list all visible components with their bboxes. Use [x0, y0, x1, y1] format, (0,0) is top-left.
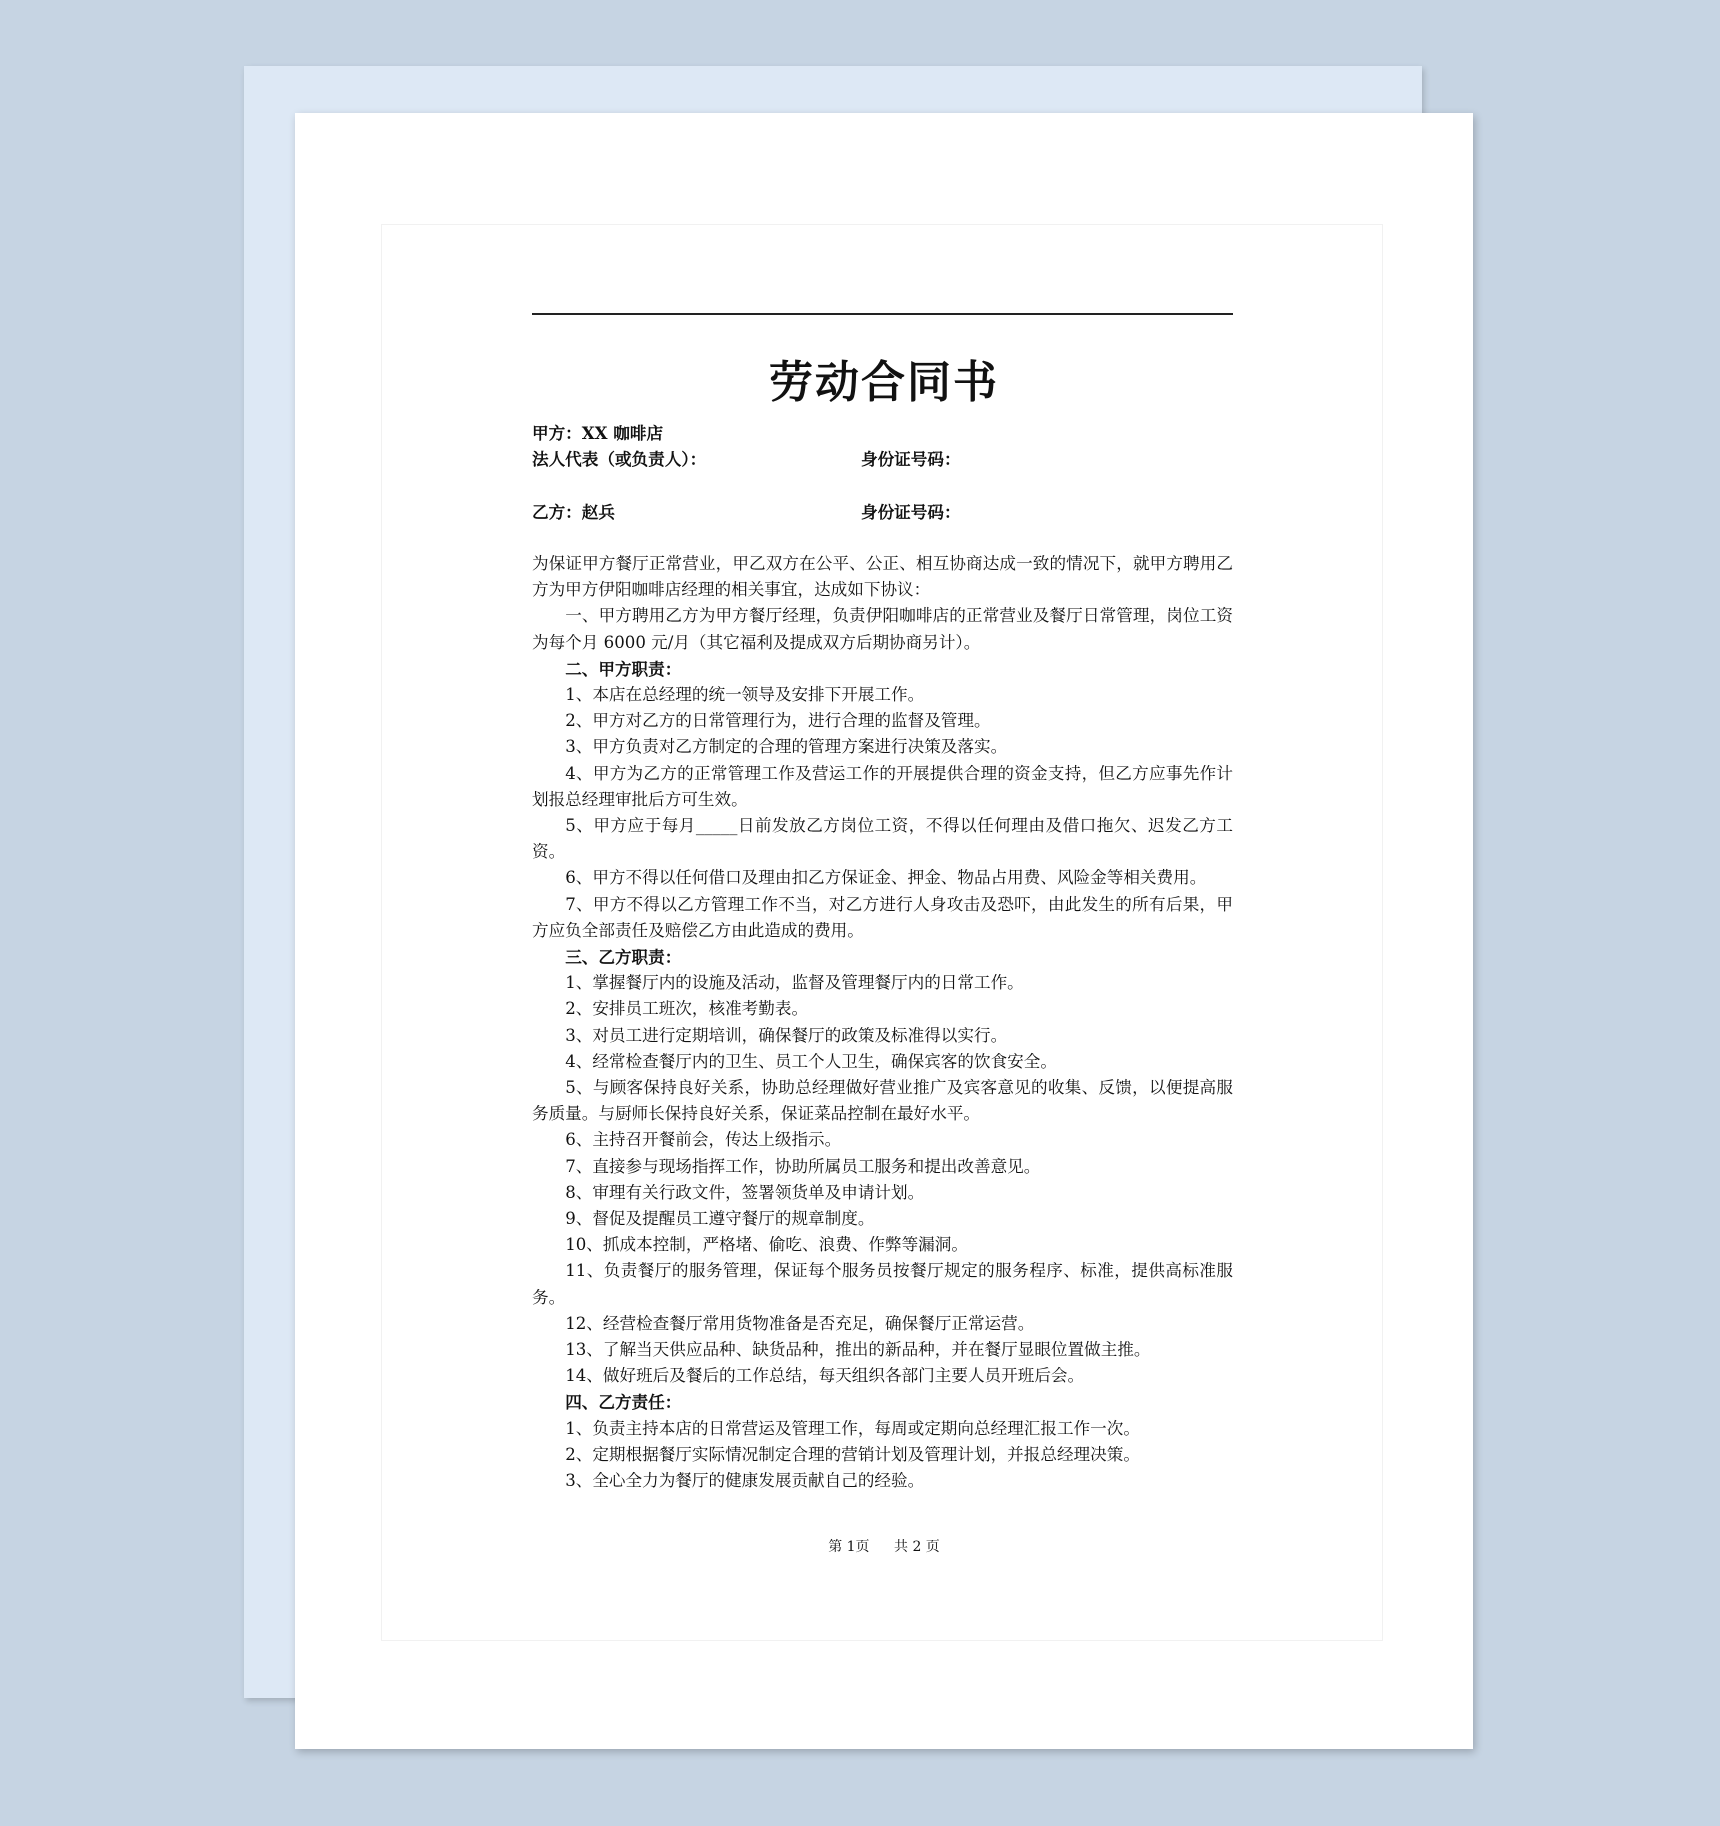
list-item: 13、了解当天供应品种、缺货品种，推出的新品种，并在餐厅显眼位置做主推。 [565, 1340, 1151, 1360]
list-item: 2、定期根据餐厅实际情况制定合理的营销计划及管理计划，并报总经理决策。 [565, 1444, 1140, 1464]
list-item: 6、主持召开餐前会，传达上级指示。 [565, 1130, 842, 1150]
list-item: 12、经营检查餐厅常用货物准备是否充足，确保餐厅正常运营。 [565, 1313, 1035, 1333]
legal-rep-row [532, 446, 1233, 472]
section-3-heading: 三、乙方职责： [565, 946, 682, 967]
list-item: 4、经常检查餐厅内的卫生、员工个人卫生，确保宾客的饮食安全。 [565, 1051, 1057, 1071]
id-number-label: 身份证号码： [861, 501, 961, 522]
page-number: 第 1页 [828, 1539, 870, 1555]
list-item: 6、甲方不得以任何借口及理由扣乙方保证金、押金、物品占用费、风险金等相关费用。 [565, 868, 1207, 888]
document-page [295, 113, 1473, 1749]
list-item: 10、抓成本控制，严格堵、偷吃、浪费、作弊等漏洞。 [565, 1235, 968, 1255]
page-footer [295, 1537, 1473, 1557]
legal-representative: 法人代表（或负责人）： [532, 449, 707, 470]
spacer [532, 472, 1233, 498]
party-a: 甲方：XX 咖啡店 [532, 423, 664, 443]
party-a-row [532, 420, 1233, 446]
id-number-label: 身份证号码： [861, 449, 961, 470]
party-b-row [532, 499, 1233, 525]
list-item: 8、审理有关行政文件，签署领货单及申请计划。 [565, 1182, 925, 1202]
header-rule [532, 313, 1233, 315]
list-item: 2、甲方对乙方的日常管理行为，进行合理的监督及管理。 [565, 711, 991, 731]
list-item: 3、全心全力为餐厅的健康发展贡献自己的经验。 [565, 1471, 925, 1491]
list-item: 2、安排员工班次，核准考勤表。 [565, 999, 809, 1019]
list-item: 7、直接参与现场指挥工作，协助所属员工服务和提出改善意见。 [565, 1156, 1041, 1176]
page-total: 共 2 页 [894, 1539, 940, 1555]
party-b: 乙方：赵兵 [532, 501, 615, 522]
list-item: 1、掌握餐厅内的设施及活动，监督及管理餐厅内的日常工作。 [565, 973, 1024, 993]
document-body [532, 420, 1233, 1494]
list-item: 5、甲方应于每月_____日前发放乙方岗位工资，不得以任何理由及借口拖欠、迟发乙方工资。 [532, 815, 1233, 862]
spacer [532, 525, 1233, 551]
list-item: 3、甲方负责对乙方制定的合理的管理方案进行决策及落实。 [565, 737, 1008, 757]
list-item: 14、做好班后及餐后的工作总结，每天组织各部门主要人员开班后会。 [565, 1366, 1085, 1386]
intro-paragraph: 为保证甲方餐厅正常营业，甲乙双方在公平、公正、相互协商达成一致的情况下，就甲方聘用乙方为甲方伊阳咖啡店经理的相关事宜，达成如下协议： [532, 553, 1233, 600]
list-item: 7、甲方不得以乙方管理工作不当，对乙方进行人身攻击及恐吓，由此发生的所有后果，甲方应负全部责任及赔偿乙方由此造成的费用。 [532, 894, 1233, 940]
section-2-heading: 二、甲方职责： [565, 658, 682, 679]
document-title: 劳动合同书 [769, 357, 999, 408]
list-item: 11、负责餐厅的服务管理，保证每个服务员按餐厅规定的服务程序、标准，提供高标准服务。 [532, 1261, 1233, 1307]
list-item: 1、本店在总经理的统一领导及安排下开展工作。 [565, 684, 925, 704]
list-item: 1、负责主持本店的日常营运及管理工作，每周或定期向总经理汇报工作一次。 [565, 1418, 1140, 1438]
list-item: 5、与顾客保持良好关系，协助总经理做好营业推广及宾客意见的收集、反馈，以便提高服务质量。与厨师长保持良好关系，保证菜品控制在最好水平。 [532, 1078, 1233, 1124]
section-4-heading: 四、乙方责任： [565, 1392, 682, 1413]
list-item: 9、督促及提醒员工遵守餐厅的规章制度。 [565, 1209, 875, 1229]
clause-1: 一、甲方聘用乙方为甲方餐厅经理，负责伊阳咖啡店的正常营业及餐厅日常管理，岗位工资为每个月 6000 元/月（其它福利及提成双方后期协商另计）。 [532, 606, 1233, 652]
list-item: 3、对员工进行定期培训，确保餐厅的政策及标准得以实行。 [565, 1025, 1008, 1045]
list-item: 4、甲方为乙方的正常管理工作及营运工作的开展提供合理的资金支持，但乙方应事先作计划报总经理审批后方可生效。 [532, 763, 1233, 809]
